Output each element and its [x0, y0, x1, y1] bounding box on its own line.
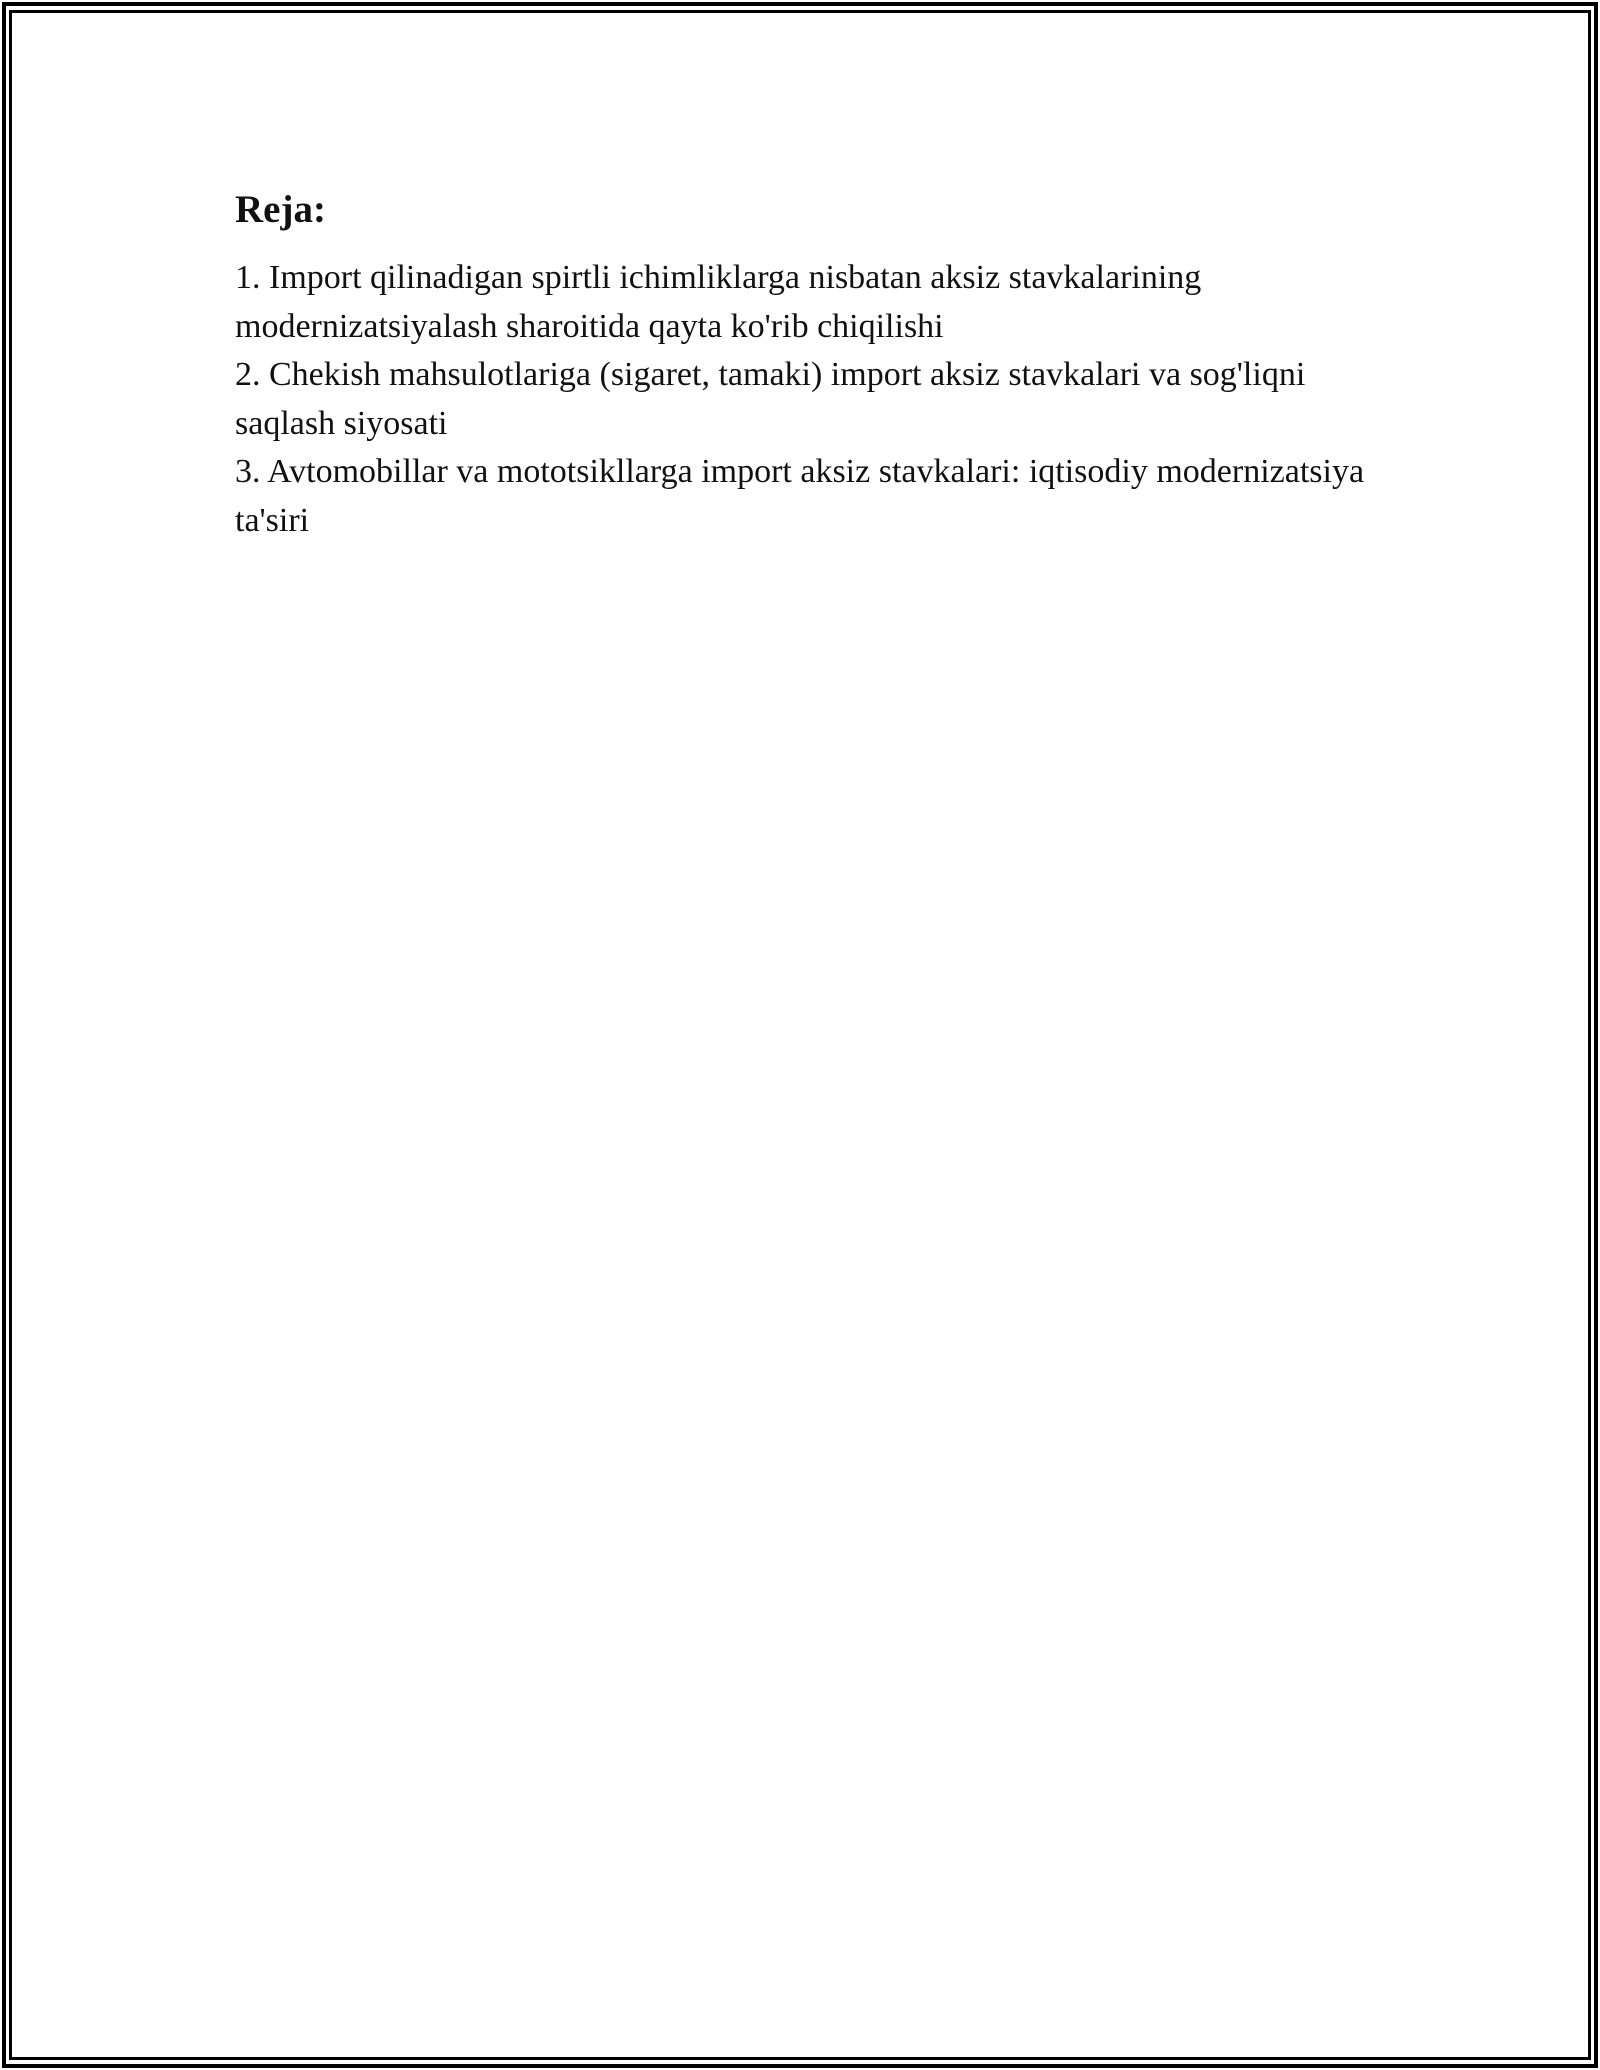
plan-title: Reja:	[235, 188, 326, 231]
plan-item-1: 1. Import qilinadigan spirtli ichimliklarga nisbatan aksiz stavkalarining modernizatsiyalash sharoitida qayta ko'rib chiqilishi	[235, 259, 1202, 345]
page-content	[235, 186, 1365, 545]
plan-item-3: 3. Avtomobillar va mototsikllarga import aksiz stavkalari: iqtisodiy modernizatsiya ta'siri	[235, 453, 1365, 539]
plan-list	[235, 254, 1365, 545]
plan-item-2: 2. Chekish mahsulotlariga (sigaret, tamaki) import aksiz stavkalari va sog'liqni saqlash siyosati	[235, 356, 1306, 442]
